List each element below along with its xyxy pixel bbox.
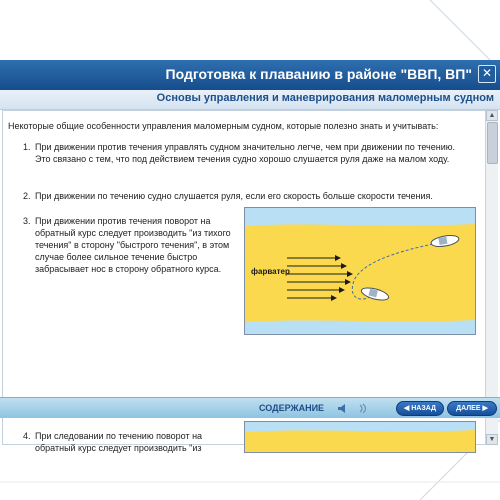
scroll-down-button[interactable]: ▼ — [486, 434, 498, 445]
item-text: При движении против течения поворот на обратный курс следует производить "из тихого течения" в сторону "быстрого течения", в этом случае более сильное течение быстро забрасывает нос в сторону обратного курса. — [35, 216, 231, 274]
footer-bar — [0, 397, 500, 418]
river-diagram-partial — [244, 421, 476, 453]
list-item — [23, 141, 468, 181]
fairway-label: фарватер — [251, 267, 290, 276]
river-illustration — [245, 422, 475, 452]
river-turn-diagram — [244, 207, 476, 335]
item-text: При движении по течению судно слушается руля, если его скорость больше скорости течения. — [35, 191, 433, 201]
next-button[interactable]: ДАЛЕЕ ▶ — [447, 401, 497, 416]
item-number: 4. — [23, 431, 31, 441]
list-item — [23, 430, 233, 453]
section-title: Основы управления и маневрирования маломерным судном — [156, 92, 494, 104]
scroll-thumb[interactable] — [487, 122, 498, 164]
item-number: 3. — [23, 216, 31, 226]
scroll-up-button[interactable]: ▲ — [486, 110, 498, 121]
section-header — [0, 90, 500, 110]
content-scrollbar[interactable] — [485, 110, 498, 445]
river-illustration — [245, 208, 475, 334]
lesson-content — [2, 110, 486, 453]
item-number: 2. — [23, 191, 31, 201]
contents-link[interactable]: СОДЕРЖАНИЕ — [259, 403, 325, 413]
item-number: 1. — [23, 142, 31, 152]
window-title: Подготовка к плаванию в районе "ВВП, ВП" — [165, 66, 472, 82]
speaker-icon[interactable] — [338, 403, 350, 414]
title-bar — [0, 60, 500, 90]
intro-text: Некоторые общие особенности управления маломерным судном, которые полезно знать и учитывать: — [8, 121, 439, 131]
list-item — [23, 215, 233, 285]
close-button[interactable]: ✕ — [478, 65, 496, 83]
audio-waves-icon[interactable] — [358, 403, 368, 414]
back-button[interactable]: ◀ НАЗАД — [396, 401, 444, 416]
item-text: При движении против течения управлять судном значительно легче, чем при движении по течению. Это связано с тем, что под действием течения судно хорошо слушается руля даже на малом ходу. — [35, 142, 455, 164]
list-item — [23, 190, 468, 204]
item-text: При следовании по течению поворот на обратный курс следует производить "из — [35, 431, 203, 453]
lesson-window — [0, 60, 500, 453]
